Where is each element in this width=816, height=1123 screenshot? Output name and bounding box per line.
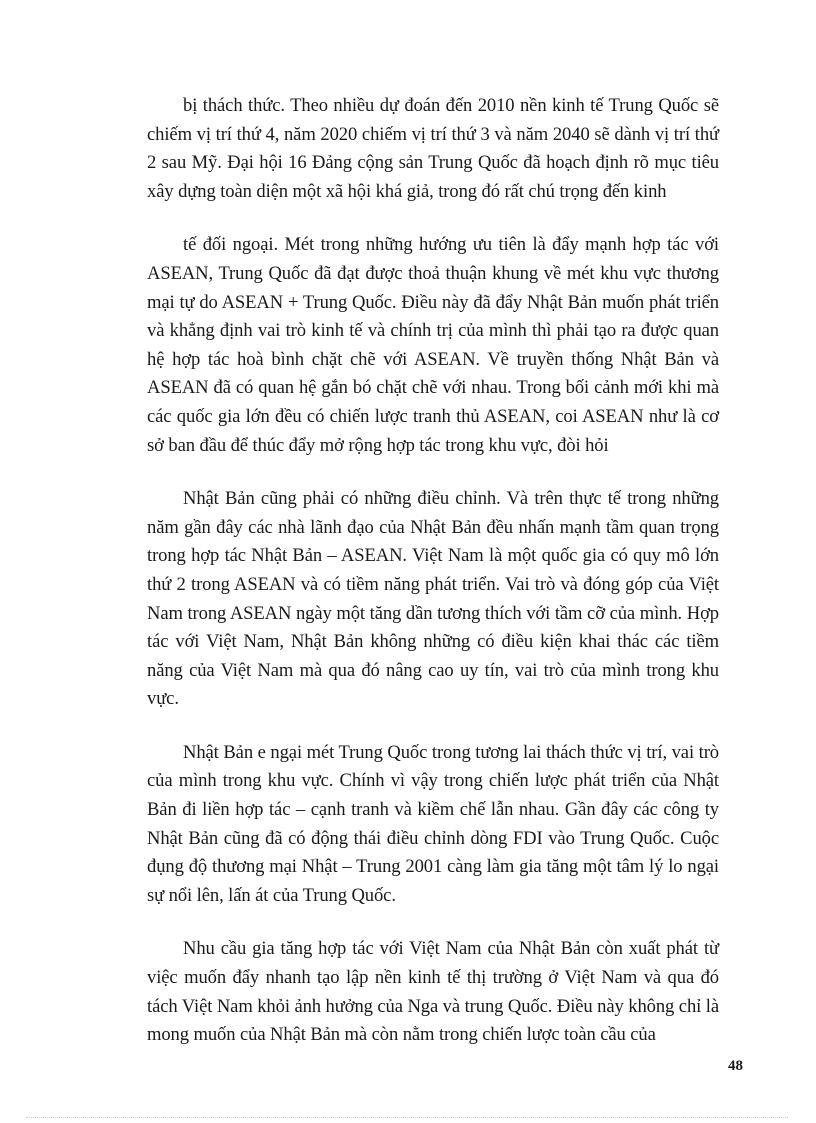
paragraph: Nhật Bản cũng phải có những điều chỉnh. Và trên thực tế trong những năm gần đây các nhà lãnh đạo của Nhật Bản đều nhấn mạnh tầm quan trọng trong hợp tác Nhật Bản – ASEAN. Việt Nam là một quốc gia có quy mô lớn thứ 2 trong ASEAN và có tiềm năng phát triển. Vai trò và đóng góp của Việt Nam trong ASEAN ngày một tăng dần tương thích với tầm cỡ của mình. Hợp tác với Việt Nam, Nhật Bản không những có điều kiện khai thác các tiềm năng của Việt Nam mà qua đó nâng cao uy tín, vai trò của mình trong khu vực. [147,488,719,710]
page-number: 48 [728,1058,743,1074]
body-text [147,92,719,1074]
paragraph: bị thách thức. Theo nhiều dự đoán đến 2010 nền kinh tế Trung Quốc sẽ chiếm vị trí thứ 4, năm 2020 chiếm vị trí thứ 3 và năm 2040 sẽ dành vị trí thứ 2 sau Mỹ. Đại hội 16 Đảng cộng sản Trung Quốc đã hoạch định rõ mục tiêu xây dựng toàn diện một xã hội khá giả, trong đó rất chú trọng đến kinh [147,95,719,202]
paragraph: tế đối ngoại. Mét trong những hướng ưu tiên là đẩy mạnh hợp tác với ASEAN, Trung Quốc đã đạt được thoả thuận khung về mét khu vực thương mại tự do ASEAN + Trung Quốc. Điều này đã đẩy Nhật Bản muốn phát triển và khẳng định vai trò kinh tế và chính trị của mình thì phải tạo ra được quan hệ hợp tác hoà bình chặt chẽ với ASEAN. Về truyền thống Nhật Bản và ASEAN đã có quan hệ gắn bó chặt chẽ với nhau. Trong bối cảnh mới khi mà các quốc gia lớn đều có chiến lược tranh thủ ASEAN, coi ASEAN như là cơ sở ban đầu để thúc đẩy mở rộng hợp tác trong khu vực, đòi hỏi [147,234,719,456]
paragraph: Nhật Bản e ngại mét Trung Quốc trong tương lai thách thức vị trí, vai trò của mình trong khu vực. Chính vì vậy trong chiến lược phát triển của Nhật Bản đi liền hợp tác – cạnh tranh và kiềm chế lẫn nhau. Gần đây các công ty Nhật Bản cũng đã có động thái điều chỉnh dòng FDI vào Trung Quốc. Cuộc đụng độ thương mại Nhật – Trung 2001 càng làm gia tăng một tâm lý lo ngại sự nổi lên, lấn át của Trung Quốc. [147,741,719,906]
footer-divider [26,1117,788,1118]
paragraph: Nhu cầu gia tăng hợp tác với Việt Nam của Nhật Bản còn xuất phát từ việc muốn đẩy nhanh tạo lập nền kinh tế thị trường ở Việt Nam và qua đó tách Việt Nam khỏi ảnh hưởng của Nga và trung Quốc. Điều này không chỉ là mong muốn của Nhật Bản mà còn nằm trong chiến lược toàn cầu của [147,938,719,1046]
